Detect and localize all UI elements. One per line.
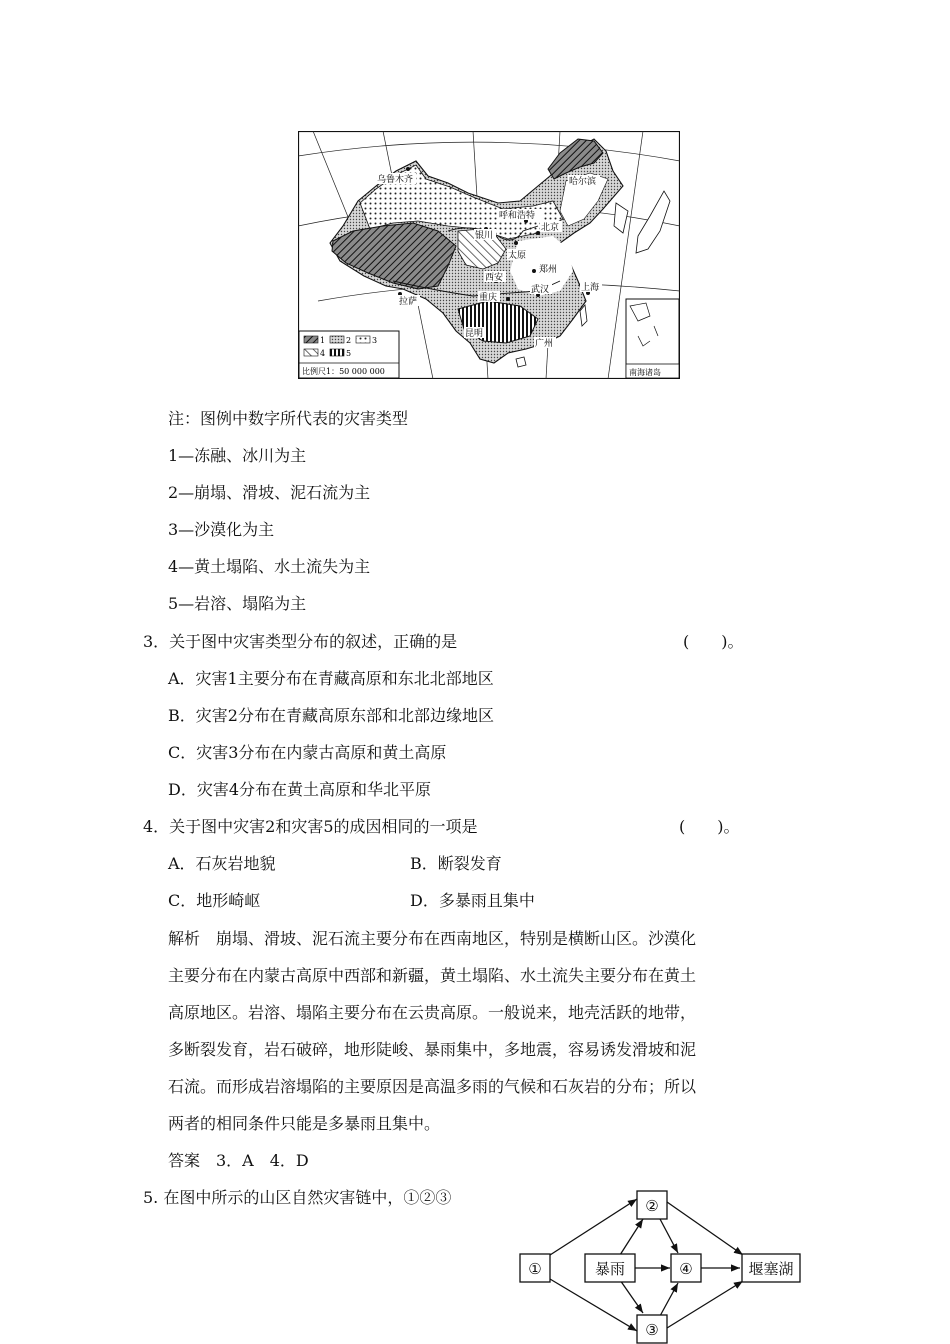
city-kunming: 昆明 <box>465 329 484 339</box>
legend-note-item: 2—崩塌、滑坡、泥石流为主 <box>168 483 371 502</box>
node-3: ③ <box>645 1321 659 1339</box>
arrow-1-to-2 <box>550 1199 637 1255</box>
inset-label: 南海诸岛 <box>629 368 661 377</box>
legend-1: 1 <box>320 336 326 345</box>
question-3-option-b: B．灾害2分布在青藏高原东部和北部边缘地区 <box>168 706 494 725</box>
arrow-3-to-4 <box>660 1283 678 1316</box>
question-3-stem: 3．关于图中灾害类型分布的叙述，正确的是 <box>143 632 458 651</box>
disaster-chain-diagram <box>515 1185 805 1344</box>
city-taiyuan: 太原 <box>508 251 527 261</box>
arrow-3-to-lake <box>667 1281 743 1328</box>
question-3-option-c: C．灾害3分布在内蒙古高原和黄土高原 <box>168 743 447 762</box>
legend-4: 4 <box>320 349 326 358</box>
question-4-bracket: ( )。 <box>679 817 740 836</box>
question-3-option-d: D．灾害4分布在黄土高原和华北平原 <box>168 780 432 799</box>
city-wuhan: 武汉 <box>531 285 550 295</box>
analysis-line: 两者的相同条件只能是多暴雨且集中。 <box>168 1114 441 1133</box>
analysis-line: 石流。而形成岩溶塌陷的主要原因是高温多雨的气候和石灰岩的分布；所以 <box>168 1077 697 1096</box>
city-lhasa: 拉萨 <box>399 297 418 307</box>
map-scale: 比例尺1：50 000 000 <box>302 367 385 376</box>
arrow-2-to-lake <box>667 1202 743 1255</box>
analysis-line: 解析 崩塌、滑坡、泥石流主要分布在西南地区，特别是横断山区。沙漠化 <box>168 929 697 948</box>
legend-5: 5 <box>346 349 352 358</box>
question-3-option-a: A．灾害1主要分布在青藏高原和东北北部地区 <box>168 669 494 688</box>
legend-note-item: 5—岩溶、塌陷为主 <box>168 594 307 613</box>
legend-2: 2 <box>346 336 352 345</box>
arrow-rain-to-2 <box>620 1219 643 1255</box>
city-zhengzhou: 郑州 <box>539 265 558 275</box>
city-beijing: 北京 <box>541 223 560 233</box>
analysis-line: 主要分布在内蒙古高原中西部和新疆，黄土塌陷、水土流失主要分布在黄土 <box>168 966 697 985</box>
legend-3: 3 <box>372 336 378 345</box>
node-lake: 堰塞湖 <box>748 1260 794 1278</box>
question-3-bracket: ( )。 <box>683 632 744 651</box>
city-harbin: 哈尔滨 <box>569 177 597 187</box>
legend-note-item: 3—沙漠化为主 <box>168 520 275 539</box>
question-4-stem: 4．关于图中灾害2和灾害5的成因相同的一项是 <box>143 817 478 836</box>
city-xian: 西安 <box>485 273 504 283</box>
question-4-option-a: A．石灰岩地貌 <box>168 854 276 873</box>
legend-note-item: 4—黄土塌陷、水土流失为主 <box>168 557 371 576</box>
node-1: ① <box>528 1260 542 1278</box>
city-shanghai: 上海 <box>581 283 600 293</box>
node-2: ② <box>645 1197 659 1215</box>
analysis-line: 高原地区。岩溶、塌陷主要分布在云贵高原。一般说来，地壳活跃的地带， <box>168 1003 697 1022</box>
arrow-2-to-4 <box>660 1219 678 1253</box>
city-guangzhou: 广州 <box>535 339 554 349</box>
disaster-map <box>298 131 680 379</box>
question-4-option-d: D．多暴雨且集中 <box>410 891 535 910</box>
arrow-rain-to-3 <box>620 1280 643 1313</box>
city-yinchuan: 银川 <box>475 231 494 241</box>
legend-note-title: 注：图例中数字所代表的灾害类型 <box>168 409 409 428</box>
question-4-option-b: B．断裂发育 <box>410 854 502 873</box>
answer-line: 答案 3．A 4．D <box>168 1151 309 1170</box>
question-5-stem: 5. 在图中所示的山区自然灾害链中，①②③ <box>143 1188 452 1207</box>
question-4-option-c: C．地形崎岖 <box>168 891 261 910</box>
legend-note-item: 1—冻融、冰川为主 <box>168 446 307 465</box>
node-4: ④ <box>679 1260 693 1278</box>
city-hohhot: 呼和浩特 <box>499 211 536 221</box>
city-chongqing: 重庆 <box>479 293 498 303</box>
city-urumqi: 乌鲁木齐 <box>377 175 414 185</box>
analysis-line: 多断裂发育，岩石破碎，地形陡峻、暴雨集中，多地震，容易诱发滑坡和泥 <box>168 1040 697 1059</box>
node-rain: 暴雨 <box>594 1260 626 1278</box>
